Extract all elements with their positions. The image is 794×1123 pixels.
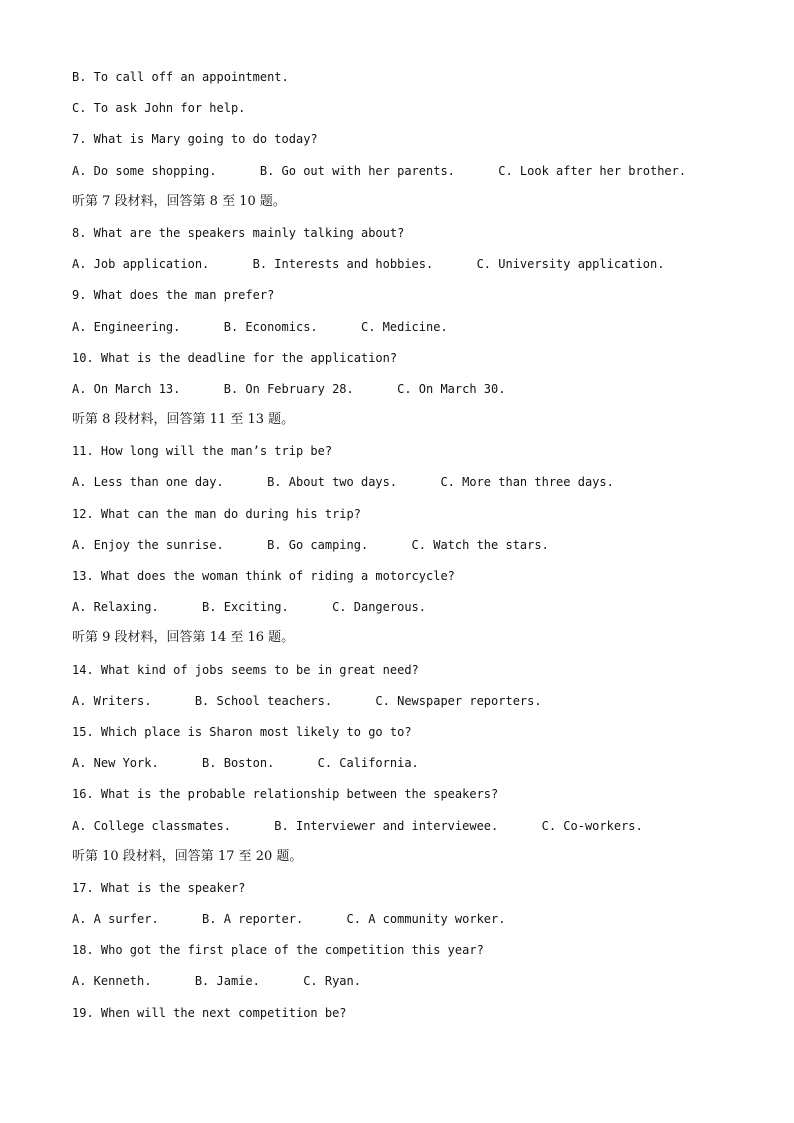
question-line: 18. Who got the first place of the competition this year? (72, 943, 484, 958)
option-line: A. Writers. B. School teachers. C. Newspaper reporters. (72, 693, 542, 708)
section-heading: 听第 7 段材料，回答第 8 至 10 题。 (72, 193, 286, 209)
question-line: 13. What does the woman think of riding a motorcycle? (72, 569, 455, 583)
option-line: A. A surfer. B. A reporter. C. A community worker. (72, 912, 506, 927)
option-line: B. To call off an appointment. (72, 70, 289, 84)
question-line: 16. What is the probable relationship between the speakers? (72, 787, 499, 802)
question-line: 14. What kind of jobs seems to be in great need? (72, 662, 419, 677)
option-line: A. Relaxing. B. Exciting. C. Dangerous. (72, 600, 427, 615)
section-heading: 听第 10 段材料，回答第 17 至 20 题。 (72, 848, 303, 864)
option-line: A. New York. B. Boston. C. California. (72, 756, 419, 771)
option-line: A. Kenneth. B. Jamie. C. Ryan. (72, 974, 361, 989)
question-line: 11. How long will the man’s trip be? (72, 444, 333, 459)
option-line: A. College classmates. B. Interviewer and interviewee. C. Co-workers. (72, 818, 643, 833)
option-line: A. Do some shopping. B. Go out with her parents. C. Look after her brother. (72, 163, 687, 178)
section-heading: 听第 8 段材料，回答第 11 至 13 题。 (72, 412, 295, 428)
option-line: A. On March 13. B. On February 28. C. On March 30. (72, 381, 506, 396)
question-line: 9. What does the man prefer? (72, 288, 275, 303)
option-line: A. Less than one day. B. About two days. C. More than three days. (72, 475, 614, 490)
question-line: 12. What can the man do during his trip? (72, 506, 361, 521)
question-line: 7. What is Mary going to do today? (72, 132, 318, 147)
question-line: 10. What is the deadline for the application? (72, 350, 398, 365)
section-heading: 听第 9 段材料，回答第 14 至 16 题。 (72, 630, 295, 646)
question-line: 15. Which place is Sharon most likely to go to? (72, 724, 412, 739)
option-line: C. To ask John for help. (72, 101, 246, 116)
option-line: A. Job application. B. Interests and hobbies. C. University application. (72, 257, 665, 272)
option-line: A. Engineering. B. Economics. C. Medicine. (72, 319, 448, 334)
question-line: 8. What are the speakers mainly talking about? (72, 225, 405, 240)
question-line: 17. What is the speaker? (72, 880, 246, 895)
option-line: A. Enjoy the sunrise. B. Go camping. C. Watch the stars. (72, 537, 549, 552)
question-line: 19. When will the next competition be? (72, 1005, 347, 1020)
document-page (72, 68, 752, 1035)
